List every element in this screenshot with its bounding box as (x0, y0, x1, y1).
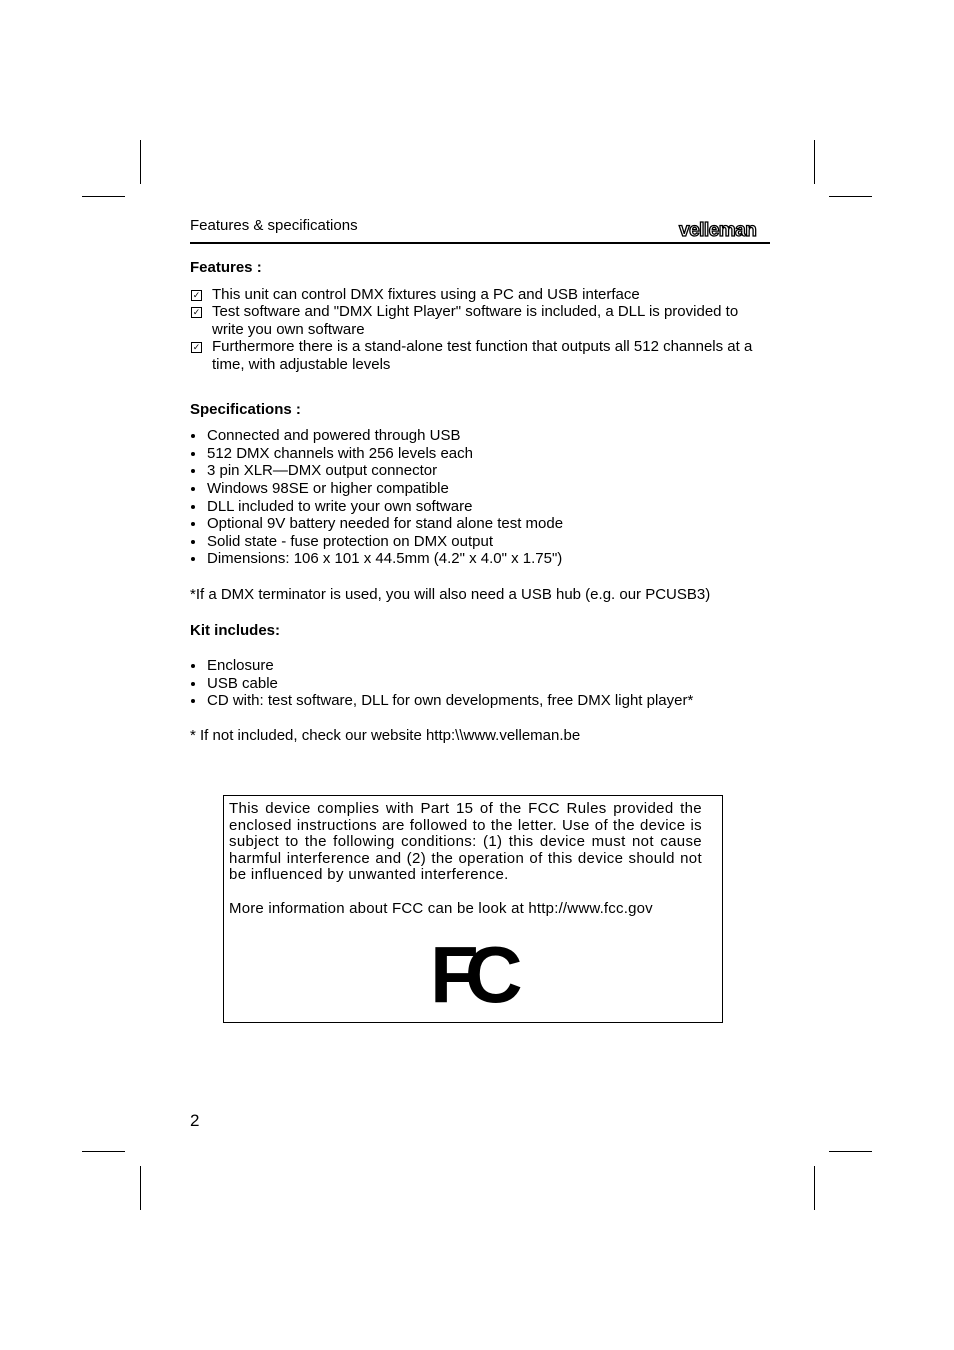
bullet-dot-icon (191, 487, 195, 491)
list-item (190, 657, 770, 675)
spec-text: 512 DMX channels with 256 levels each (207, 444, 473, 462)
kit-heading: Kit includes: (190, 621, 281, 639)
checkbox-checked-icon: ✓ (192, 289, 201, 300)
feature-text: Furthermore there is a stand-alone test function that outputs all 512 channels at a time, with adjustable levels (212, 338, 753, 373)
crop-mark (829, 1151, 872, 1152)
svg-text:FC: FC (430, 940, 509, 1006)
list-item (190, 533, 770, 551)
crop-mark (814, 1166, 815, 1210)
website-note: * If not included, check our website http:\\www.velleman.be (190, 726, 581, 744)
bullet-dot-icon (191, 452, 195, 456)
list-item (190, 462, 770, 480)
bullet-dot-icon (191, 522, 195, 526)
features-heading: Features : (190, 259, 262, 276)
svg-text:velleman: velleman (679, 220, 757, 240)
bullet-dot-icon (191, 557, 195, 561)
kit-text: USB cable (207, 674, 278, 692)
spec-text: Solid state - fuse protection on DMX output (207, 532, 493, 550)
kit-list (190, 657, 770, 710)
bullet-dot-icon (191, 469, 195, 473)
velleman-logo (678, 220, 770, 240)
list-item (190, 692, 770, 710)
kit-text: Enclosure (207, 657, 274, 675)
spec-text: DLL included to write your own software (207, 497, 473, 515)
document-body (190, 259, 770, 744)
bullet-dot-icon (191, 664, 195, 668)
bullet-dot-icon (191, 540, 195, 544)
fcc-more-info: More information about FCC can be look at http://www.fcc.gov (229, 899, 653, 917)
list-item (190, 498, 770, 516)
crop-mark (140, 140, 141, 184)
bullet-dot-icon (191, 699, 195, 703)
crop-mark (140, 1166, 141, 1210)
page-header-title: Features & specifications (190, 217, 358, 234)
feature-text: Test software and "DMX Light Player" software is included, a DLL is provided to write you own software (212, 303, 739, 338)
list-item (190, 550, 770, 568)
crop-mark (82, 1151, 125, 1152)
bullet-dot-icon (191, 682, 195, 686)
specifications-heading: Specifications : (190, 400, 301, 418)
specifications-list (190, 427, 770, 568)
crop-mark (82, 196, 125, 197)
spec-text: Windows 98SE or higher compatible (207, 479, 449, 497)
feature-text: This unit can control DMX fixtures using a PC and USB interface (212, 285, 640, 303)
fcc-statement: This device complies with Part 15 of the FCC Rules provided the enclosed instructions are followed to the letter. Use of the device is subject to the following conditions: (1) this device must not cause harmful interference and (2) the operation of this device should not be influenced by unwanted interference. (229, 800, 702, 884)
crop-mark (814, 140, 815, 184)
features-list (190, 286, 770, 374)
page-number: 2 (190, 1111, 200, 1130)
fcc-compliance-box (223, 795, 723, 1023)
bullet-dot-icon (191, 434, 195, 438)
bullet-dot-icon (191, 505, 195, 509)
terminator-note: *If a DMX terminator is used, you will also need a USB hub (e.g. our PCUSB3) (190, 585, 711, 603)
checkbox-checked-icon: ✓ (192, 342, 201, 353)
spec-text: Connected and powered through USB (207, 427, 461, 445)
list-item (190, 338, 770, 373)
list-item (190, 675, 770, 693)
page-header (190, 216, 770, 244)
list-item (190, 515, 770, 533)
checkbox-checked-icon: ✓ (192, 307, 201, 318)
list-item (190, 445, 770, 463)
list-item (190, 303, 770, 338)
fcc-logo (430, 940, 522, 1006)
spec-text: Optional 9V battery needed for stand alone test mode (207, 515, 564, 533)
crop-mark (829, 196, 872, 197)
spec-text: 3 pin XLR—DMX output connector (207, 462, 438, 480)
kit-text: CD with: test software, DLL for own developments, free DMX light player* (207, 692, 694, 710)
spec-text: Dimensions: 106 x 101 x 44.5mm (4.2" x 4.0" x 1.75") (207, 550, 563, 568)
list-item (190, 286, 770, 304)
list-item (190, 480, 770, 498)
list-item (190, 427, 770, 445)
